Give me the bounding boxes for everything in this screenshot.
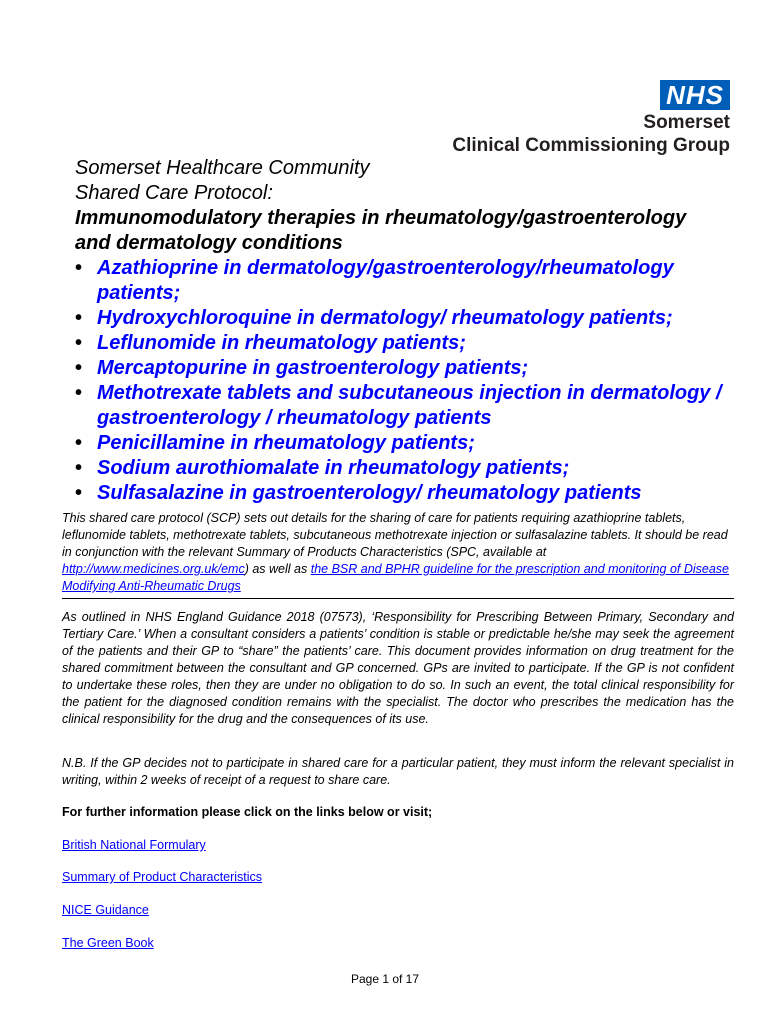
title-line-2: Shared Care Protocol: <box>75 182 273 204</box>
bullet-icon: • <box>75 257 83 279</box>
drug-list-item: • Sodium aurothiomalate in rheumatology patients; <box>75 457 570 479</box>
bullet-icon: • <box>75 307 83 329</box>
title-line-4: and dermatology conditions <box>75 232 343 254</box>
document-title <box>75 156 735 506</box>
bsr-guideline-link[interactable]: the BSR and BPHR guideline for the prescription and monitoring of Disease Modifying Anti-Rheumatic Drugs <box>62 562 730 593</box>
bullet-icon: • <box>75 432 83 454</box>
drug-list-item: • Sulfasalazine in gastroenterology/ rheumatology patients <box>75 482 642 504</box>
org-name-ccg: Clinical Commissioning Group <box>452 135 730 156</box>
org-name-somerset: Somerset <box>643 112 730 133</box>
drug-list <box>75 256 735 506</box>
drug-list-item: • Mercaptopurine in gastroenterology patients; <box>75 357 529 379</box>
nhs-logo: NHS <box>660 80 730 110</box>
intro-paragraph: This shared care protocol (SCP) sets out details for the sharing of care for patients requiring azathioprine tablets, leflunomide tablets, methotrexate tablets, subcutaneous methotrexate injection or sulfasalazine tablets. It should be read in conjunction with the relevant Summary of Products Characteristics (SPC, available at http://www.medicines.org.uk/emc) as well as the BSR and BPHR guideline for the prescription and monitoring of Disease Modifying Anti-Rheumatic Drugs <box>62 511 730 593</box>
bullet-icon: • <box>75 457 83 479</box>
green-book-link[interactable]: The Green Book <box>62 936 154 950</box>
drug-list-item: • Methotrexate tablets and subcutaneous injection in dermatology / gastroenterology / rheumatology patients <box>75 382 722 429</box>
title-line-3: Immunomodulatory therapies in rheumatology/gastroenterology <box>75 207 687 229</box>
bullet-icon: • <box>75 382 83 404</box>
spc-link[interactable]: Summary of Product Characteristics <box>62 870 263 884</box>
bullet-icon: • <box>75 357 83 379</box>
drug-list-item: • Leflunomide in rheumatology patients; <box>75 332 466 354</box>
header-logo-block <box>430 80 730 158</box>
bullet-icon: • <box>75 332 83 354</box>
nhs-guidance-paragraph: As outlined in NHS England Guidance 2018 (07573), ‘Responsibility for Prescribing Between Primary, Secondary and Tertiary Care.’ When a consultant considers a patients’ condition is stable or predictable he/she may seek the agreement of the patients and their GP to “share” the patients’ care. This document provides information on drug treatment for the shared commitment between the consultant and GP concerned. GPs are invited to participate. If the GP is not confident to undertake these roles, then they are under no obligation to do so. In such an event, the total clinical responsibility for the patient for the diagnosed condition remains with the specialist. The doctor who prescribes the medication has the clinical responsibility for the drug and the consequences of its use. <box>62 610 734 726</box>
drug-list-item: • Penicillamine in rheumatology patients; <box>75 432 475 454</box>
drug-list-item: • Hydroxychloroquine in dermatology/ rheumatology patients; <box>75 307 673 329</box>
drug-list-item: • Azathioprine in dermatology/gastroenterology/rheumatology patients; <box>75 257 674 304</box>
nice-guidance-link[interactable]: NICE Guidance <box>62 903 149 917</box>
page-number: Page 1 of 17 <box>350 972 420 986</box>
bullet-icon: • <box>75 482 83 504</box>
divider <box>62 598 734 599</box>
nb-paragraph: N.B. If the GP decides not to participate in shared care for a particular patient, they must inform the relevant specialist in writing, within 2 weeks of receipt of a request to share care. <box>62 756 734 787</box>
bnf-link[interactable]: British National Formulary <box>62 838 206 852</box>
medicines-org-link[interactable]: http://www.medicines.org.uk/emc <box>62 562 245 576</box>
title-line-1: Somerset Healthcare Community <box>75 157 370 179</box>
further-info-heading: For further information please click on the links below or visit; <box>62 805 433 819</box>
